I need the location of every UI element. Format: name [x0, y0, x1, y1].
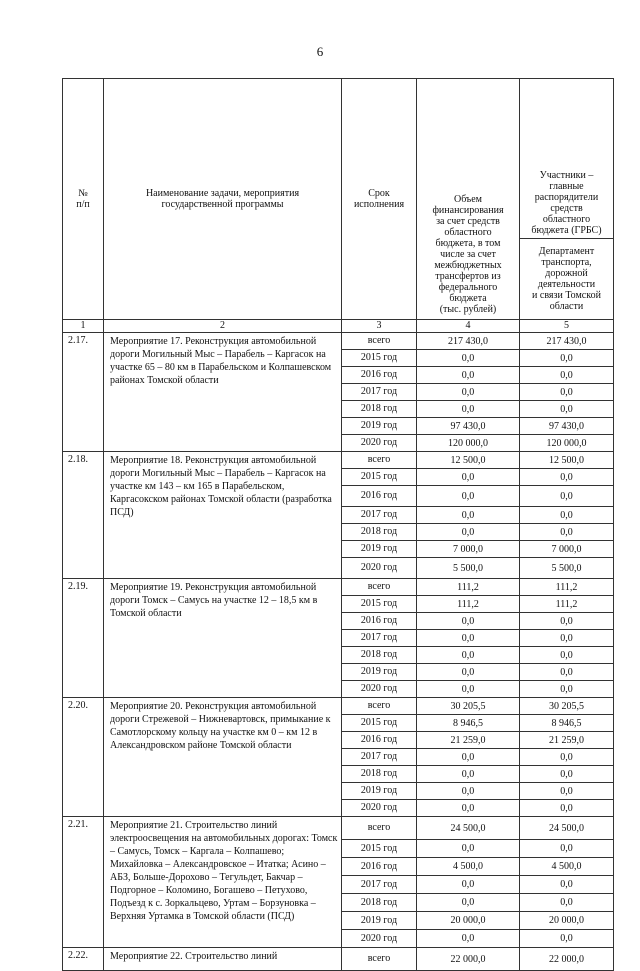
amount-cell: 0,0	[417, 876, 520, 894]
term-cell: 2020 год	[342, 558, 417, 579]
term-cell: 2016 год	[342, 613, 417, 630]
header-number: 5	[520, 320, 614, 333]
amount-cell: 0,0	[417, 367, 520, 384]
amount-cell: 24 500,0	[417, 817, 520, 840]
amount-cell: 5 500,0	[417, 558, 520, 579]
amount-cell: 0,0	[417, 647, 520, 664]
header-name: Наименование задачи, мероприятия государственной программы	[104, 79, 342, 320]
term-cell: всего	[342, 698, 417, 715]
amount-cell: 0,0	[417, 350, 520, 367]
page-number: 6	[316, 44, 324, 59]
measure-name: Мероприятие 17. Реконструкция автомобильной дороги Могильный Мыс – Парабель – Каргасок на участке 65 – 80 км в Парабельском и Колпашевском районах Томской области	[104, 333, 342, 452]
row-number: 2.19.	[63, 579, 104, 698]
grbs-cell: 97 430,0	[520, 418, 614, 435]
term-cell: 2017 год	[342, 876, 417, 894]
grbs-cell: 0,0	[520, 894, 614, 912]
term-cell: 2015 год	[342, 840, 417, 858]
amount-cell: 0,0	[417, 681, 520, 698]
amount-cell: 0,0	[417, 486, 520, 507]
amount-cell: 0,0	[417, 613, 520, 630]
grbs-cell: 0,0	[520, 930, 614, 948]
grbs-cell: 24 500,0	[520, 817, 614, 840]
grbs-cell: 0,0	[520, 681, 614, 698]
grbs-cell: 21 259,0	[520, 732, 614, 749]
term-cell: всего	[342, 948, 417, 971]
term-cell: всего	[342, 817, 417, 840]
grbs-cell: 20 000,0	[520, 912, 614, 930]
header-term: Срок исполнения	[342, 79, 417, 320]
amount-cell: 0,0	[417, 930, 520, 948]
header-num: № п/п	[63, 79, 104, 320]
grbs-cell: 4 500,0	[520, 858, 614, 876]
term-cell: 2020 год	[342, 800, 417, 817]
grbs-cell: 0,0	[520, 384, 614, 401]
term-cell: всего	[342, 579, 417, 596]
grbs-cell: 5 500,0	[520, 558, 614, 579]
term-cell: 2017 год	[342, 749, 417, 766]
amount-cell: 21 259,0	[417, 732, 520, 749]
grbs-cell: 0,0	[520, 766, 614, 783]
table-row	[63, 452, 614, 469]
row-number: 2.17.	[63, 333, 104, 452]
term-cell: 2016 год	[342, 367, 417, 384]
term-cell: 2019 год	[342, 541, 417, 558]
term-cell: 2016 год	[342, 858, 417, 876]
header-numbers-row	[63, 320, 614, 333]
amount-cell: 30 205,5	[417, 698, 520, 715]
header-number: 1	[63, 320, 104, 333]
header-number: 2	[104, 320, 342, 333]
term-cell: 2019 год	[342, 418, 417, 435]
term-cell: 2017 год	[342, 630, 417, 647]
grbs-cell: 0,0	[520, 401, 614, 418]
grbs-cell: 217 430,0	[520, 333, 614, 350]
grbs-cell: 0,0	[520, 630, 614, 647]
amount-cell: 111,2	[417, 596, 520, 613]
grbs-cell: 0,0	[520, 783, 614, 800]
measure-name: Мероприятие 21. Строительство линий электроосвещения на автомобильных дорогах: Томск – Самусь, Томск – Каргала – Колпашево; Михайловка – Александровское – Итатка; Асино – АБЗ, Больше-Дорохово – Тегульдет, Бакчар – Подгорное – Коломино, Богашево – Петухово, Подъезд к с. Зоркальцево, Уртам – Борзуновка – Верхняя Уртамка в Томской области (ПСД)	[104, 817, 342, 948]
amount-cell: 0,0	[417, 800, 520, 817]
term-cell: 2018 год	[342, 401, 417, 418]
term-cell: 2018 год	[342, 647, 417, 664]
header-number: 4	[417, 320, 520, 333]
amount-cell: 0,0	[417, 840, 520, 858]
term-cell: 2015 год	[342, 596, 417, 613]
amount-cell: 0,0	[417, 507, 520, 524]
grbs-cell: 0,0	[520, 800, 614, 817]
header-number: 3	[342, 320, 417, 333]
term-cell: 2020 год	[342, 681, 417, 698]
term-cell: 2017 год	[342, 507, 417, 524]
grbs-cell: 0,0	[520, 613, 614, 630]
amount-cell: 0,0	[417, 766, 520, 783]
amount-cell: 0,0	[417, 469, 520, 486]
measure-name: Мероприятие 19. Реконструкция автомобильной дороги Томск – Самусь на участке 12 – 18,5 км в Томской области	[104, 579, 342, 698]
amount-cell: 0,0	[417, 630, 520, 647]
measure-name: Мероприятие 18. Реконструкция автомобильной дороги Могильный Мыс – Парабель – Каргасок на участке км 143 – км 165 в Парабельском, Каргасокском районах Томской области (разработка ПСД)	[104, 452, 342, 579]
grbs-cell: 0,0	[520, 469, 614, 486]
term-cell: 2015 год	[342, 469, 417, 486]
row-number: 2.20.	[63, 698, 104, 817]
amount-cell: 4 500,0	[417, 858, 520, 876]
header-grbs-department: Департамент транспорта, дорожной деятельности и связи Томской области	[520, 239, 614, 320]
header-amount: Объем финансирования за счет средств областного бюджета, в том числе за счет межбюджетных трансфертов из федерального бюджета (тыс. рублей)	[417, 79, 520, 320]
grbs-cell: 0,0	[520, 507, 614, 524]
amount-cell: 0,0	[417, 384, 520, 401]
row-number: 2.22.	[63, 948, 104, 971]
grbs-cell: 0,0	[520, 749, 614, 766]
header-grbs: Участники – главные распорядители средств областного бюджета (ГРБС)	[520, 79, 614, 239]
term-cell: 2018 год	[342, 894, 417, 912]
term-cell: 2015 год	[342, 350, 417, 367]
term-cell: 2019 год	[342, 783, 417, 800]
term-cell: всего	[342, 452, 417, 469]
amount-cell: 0,0	[417, 749, 520, 766]
table-row	[63, 698, 614, 715]
grbs-cell: 12 500,0	[520, 452, 614, 469]
table-body	[63, 333, 614, 971]
measure-name: Мероприятие 22. Строительство линий	[104, 948, 342, 971]
table-row	[63, 817, 614, 840]
amount-cell: 97 430,0	[417, 418, 520, 435]
amount-cell: 0,0	[417, 524, 520, 541]
row-number: 2.18.	[63, 452, 104, 579]
grbs-cell: 22 000,0	[520, 948, 614, 971]
term-cell: всего	[342, 333, 417, 350]
amount-cell: 22 000,0	[417, 948, 520, 971]
grbs-cell: 0,0	[520, 840, 614, 858]
term-cell: 2018 год	[342, 766, 417, 783]
term-cell: 2019 год	[342, 912, 417, 930]
term-cell: 2016 год	[342, 732, 417, 749]
amount-cell: 7 000,0	[417, 541, 520, 558]
amount-cell: 120 000,0	[417, 435, 520, 452]
amount-cell: 0,0	[417, 401, 520, 418]
table-row	[63, 948, 614, 971]
term-cell: 2017 год	[342, 384, 417, 401]
grbs-cell: 0,0	[520, 647, 614, 664]
program-table	[62, 78, 614, 971]
amount-cell: 0,0	[417, 894, 520, 912]
grbs-cell: 120 000,0	[520, 435, 614, 452]
grbs-cell: 111,2	[520, 596, 614, 613]
term-cell: 2015 год	[342, 715, 417, 732]
amount-cell: 111,2	[417, 579, 520, 596]
grbs-cell: 0,0	[520, 876, 614, 894]
grbs-cell: 30 205,5	[520, 698, 614, 715]
row-number: 2.21.	[63, 817, 104, 948]
term-cell: 2016 год	[342, 486, 417, 507]
term-cell: 2019 год	[342, 664, 417, 681]
grbs-cell: 0,0	[520, 664, 614, 681]
grbs-cell: 0,0	[520, 367, 614, 384]
grbs-cell: 0,0	[520, 350, 614, 367]
grbs-cell: 8 946,5	[520, 715, 614, 732]
amount-cell: 217 430,0	[417, 333, 520, 350]
amount-cell: 20 000,0	[417, 912, 520, 930]
amount-cell: 0,0	[417, 664, 520, 681]
table-row	[63, 579, 614, 596]
amount-cell: 8 946,5	[417, 715, 520, 732]
term-cell: 2020 год	[342, 435, 417, 452]
grbs-cell: 111,2	[520, 579, 614, 596]
table-row	[63, 333, 614, 350]
amount-cell: 12 500,0	[417, 452, 520, 469]
term-cell: 2020 год	[342, 930, 417, 948]
term-cell: 2018 год	[342, 524, 417, 541]
measure-name: Мероприятие 20. Реконструкция автомобильной дороги Стрежевой – Нижневартовск, примыкание к Самотлорскому кольцу на участке км 0 – км 12 в Александровском районе Томской области	[104, 698, 342, 817]
amount-cell: 0,0	[417, 783, 520, 800]
grbs-cell: 7 000,0	[520, 541, 614, 558]
grbs-cell: 0,0	[520, 524, 614, 541]
grbs-cell: 0,0	[520, 486, 614, 507]
